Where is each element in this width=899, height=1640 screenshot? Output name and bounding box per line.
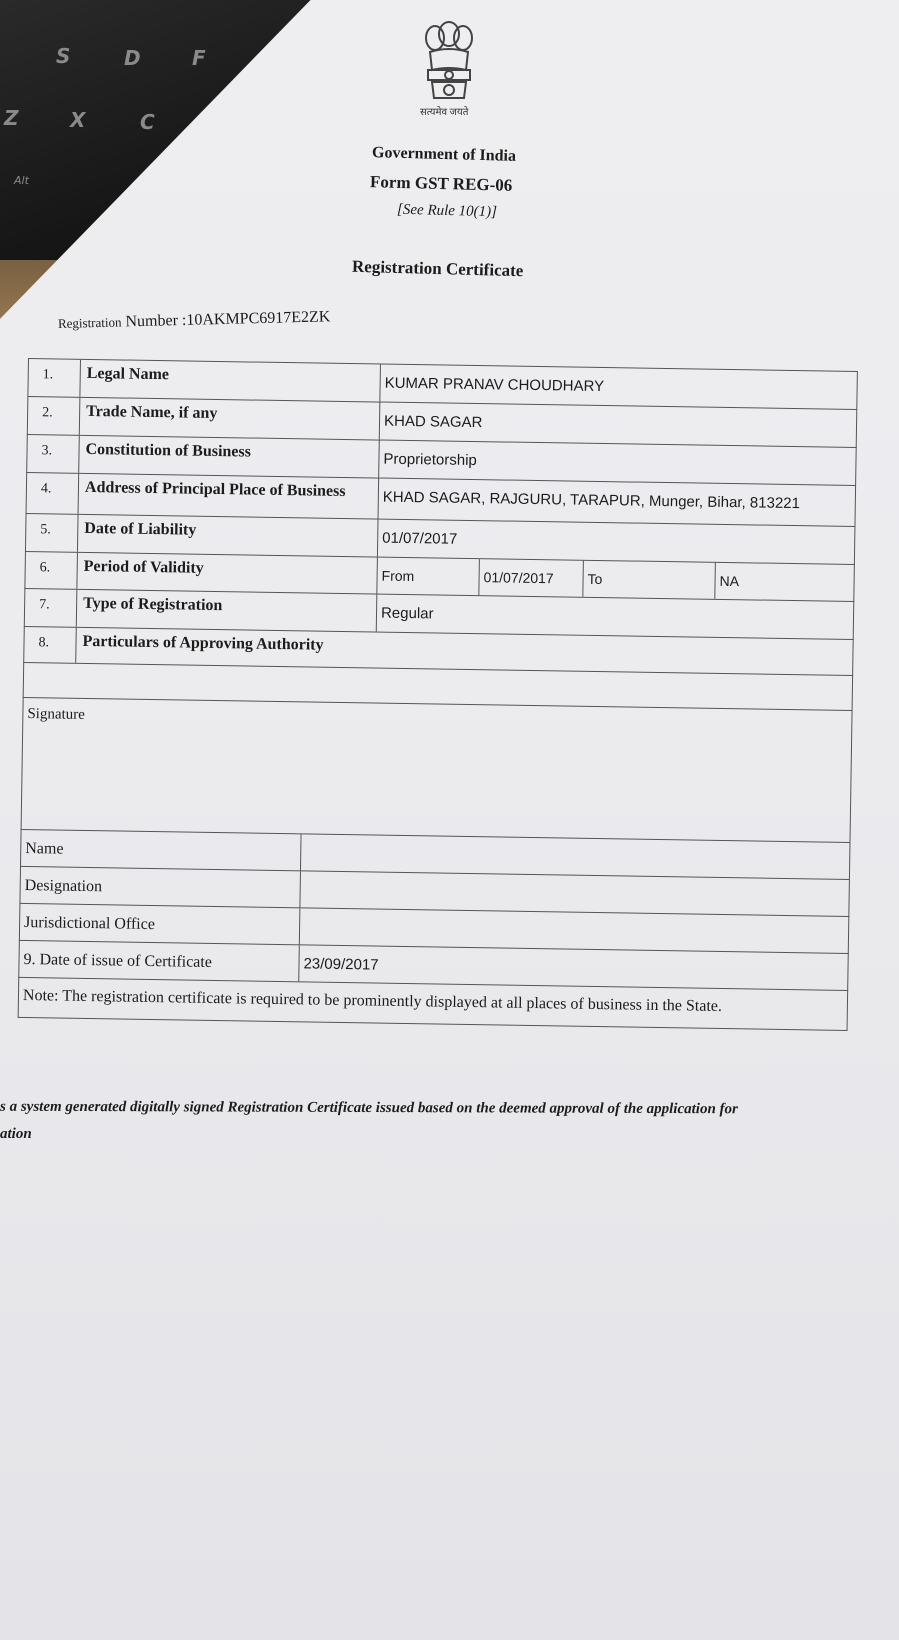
row-label: Type of Registration	[77, 590, 378, 632]
key-alt: Alt	[14, 174, 29, 187]
validity-period	[377, 558, 854, 601]
registration-table	[18, 358, 858, 1031]
row-number: 8.	[24, 627, 77, 663]
rule-reference: [See Rule 10(1)]	[396, 201, 498, 221]
row-number: 5.	[26, 514, 79, 552]
issue-date-value: 23/09/2017	[303, 955, 379, 974]
registration-value: Number :10AKMPC6917E2ZK	[125, 308, 331, 331]
registration-number	[58, 308, 331, 333]
row-label: Legal Name	[80, 360, 381, 402]
footer-statement: s a system generated digitally signed Registration Certificate issued based on the deemed approval of the application for	[0, 1098, 738, 1118]
issue-date-label: 9. Date of issue of Certificate	[19, 941, 300, 981]
row-value: KUMAR PRANAV CHOUDHARY	[384, 374, 605, 396]
key-s: S	[56, 44, 71, 68]
form-heading: Form GST REG-06	[369, 172, 513, 195]
row-value	[376, 633, 852, 675]
row-value: KHAD SAGAR	[383, 412, 483, 432]
page-title: Registration Certificate	[351, 256, 524, 281]
row-label: Date of Liability	[78, 515, 379, 557]
row-label: Address of Principal Place of Business	[79, 474, 380, 519]
national-emblem-icon	[418, 12, 480, 104]
government-heading: Government of India	[371, 144, 517, 165]
authority-label: Name	[21, 830, 302, 870]
authority-label: Designation	[20, 867, 301, 907]
validity-to-label: To	[583, 561, 716, 599]
footer-statement-continued: ation	[0, 1126, 32, 1142]
authority-label: Jurisdictional Office	[20, 904, 301, 944]
row-label: Constitution of Business	[79, 436, 380, 478]
key-c: C	[140, 110, 155, 134]
row-number: 2.	[28, 397, 81, 435]
row-value: 01/07/2017	[382, 529, 458, 548]
validity-from-date: 01/07/2017	[479, 559, 584, 597]
row-value: KHAD SAGAR, RAJGURU, TARAPUR, Munger, Bihar, 813221	[382, 488, 801, 513]
row-label: Period of Validity	[77, 553, 378, 594]
key-x: X	[70, 108, 86, 132]
display-note: Note: The registration certificate is required to be prominently displayed at all places of business in the State.	[18, 978, 849, 1031]
key-z: Z	[4, 106, 19, 130]
row-label: Particulars of Approving Authority	[82, 632, 324, 654]
key-f: F	[192, 46, 206, 70]
row-number: 7.	[25, 589, 78, 627]
row-number: 3.	[27, 435, 80, 473]
row-number: 1.	[28, 359, 81, 397]
key-d: D	[124, 46, 141, 70]
row-value: Proprietorship	[383, 450, 477, 470]
registration-label: Registration	[57, 314, 122, 331]
validity-from-label: From	[377, 558, 480, 596]
signature-box	[21, 698, 853, 843]
row-number: 6.	[25, 552, 78, 589]
row-label: Trade Name, if any	[80, 398, 381, 440]
row-value: Regular	[380, 604, 434, 623]
row-number: 4.	[27, 473, 80, 514]
validity-to-date: NA	[719, 572, 740, 590]
emblem-motto: सत्यमेव जयते	[420, 107, 469, 118]
signature-label: Signature	[27, 706, 86, 723]
